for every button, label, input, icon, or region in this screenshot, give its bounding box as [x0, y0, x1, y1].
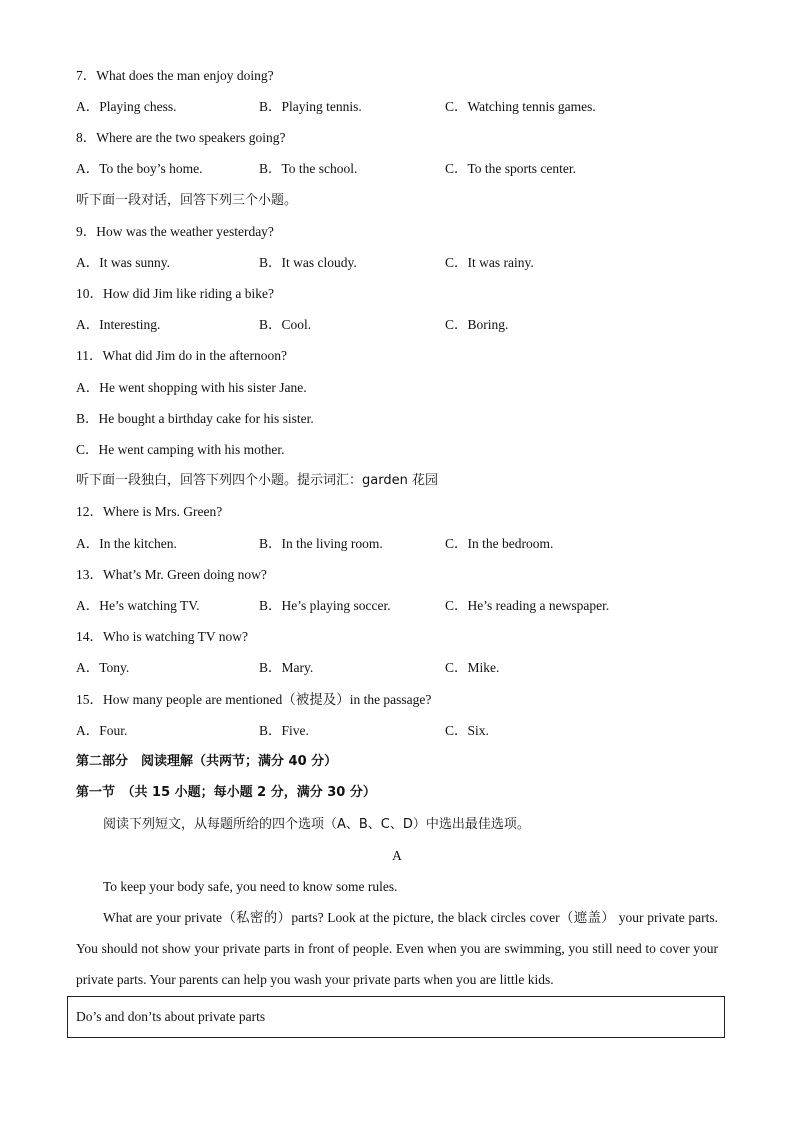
option-c: C．Mike.	[445, 660, 500, 675]
question-13-options	[76, 596, 734, 616]
option-b: B．It was cloudy.	[259, 255, 357, 270]
question-7-options	[76, 97, 734, 117]
option-c: C．In the bedroom.	[445, 536, 554, 551]
option-a: A．Playing chess.	[76, 99, 177, 114]
question-text: 8．Where are the two speakers going?	[76, 130, 286, 145]
passage-paragraph-2: What are your private（私密的）parts? Look at the picture, the black circles cover（遮盖） your private parts. You should not show your private parts in front of people. Even when you are swimming, you still need to cover your private parts. Your parents can help you wash your private parts when you are little kids.	[76, 910, 718, 987]
question-text: 14．Who is watching TV now?	[76, 629, 248, 644]
option-a: A．Four.	[76, 723, 128, 738]
question-text: 9．How was the weather yesterday?	[76, 224, 274, 239]
option-a: A．He’s watching TV.	[76, 598, 200, 613]
question-15	[76, 690, 734, 710]
passage-label: A	[392, 848, 402, 863]
question-12-options	[76, 534, 734, 554]
option-a: A．Interesting.	[76, 317, 161, 332]
reading-instruction: 阅读下列短文，从每题所给的四个选项（A、B、C、D）中选出最佳选项。	[103, 817, 530, 832]
question-text: 7．What does the man enjoy doing?	[76, 68, 274, 83]
option-a: A．It was sunny.	[76, 255, 170, 270]
question-14-options	[76, 658, 734, 678]
question-text: 11．What did Jim do in the afternoon?	[76, 348, 287, 363]
option-b: B．He’s playing soccer.	[259, 598, 391, 613]
dos-and-donts-box	[67, 996, 725, 1038]
option-b: B．To the school.	[259, 161, 358, 176]
option-b: B．Playing tennis.	[259, 99, 362, 114]
question-text: 10．How did Jim like riding a bike?	[76, 286, 274, 301]
option-a: A．To the boy’s home.	[76, 161, 203, 176]
option-c: C．To the sports center.	[445, 161, 577, 176]
question-7	[76, 66, 734, 86]
question-13	[76, 565, 734, 585]
part-two-title: 第二部分 阅读理解（共两节；满分 40 分）	[76, 754, 338, 769]
question-8	[76, 128, 734, 148]
question-10-options	[76, 315, 734, 335]
question-14	[76, 627, 734, 647]
option-c: C．Boring.	[445, 317, 509, 332]
question-8-options	[76, 159, 734, 179]
option-c: C．He’s reading a newspaper.	[445, 598, 610, 613]
option-b: B．In the living room.	[259, 536, 383, 551]
question-11-option-a: A．He went shopping with his sister Jane.	[76, 380, 307, 395]
option-c: C．It was rainy.	[445, 255, 534, 270]
question-9-options	[76, 253, 734, 273]
section-one-title: 第一节 （共 15 小题；每小题 2 分，满分 30 分）	[76, 785, 376, 800]
question-12	[76, 502, 734, 522]
question-11-option-c: C．He went camping with his mother.	[76, 442, 285, 457]
question-text: 12．Where is Mrs. Green?	[76, 504, 223, 519]
option-a: A．In the kitchen.	[76, 536, 177, 551]
question-text: 13．What’s Mr. Green doing now?	[76, 567, 267, 582]
option-c: C．Watching tennis games.	[445, 99, 596, 114]
option-b: B．Five.	[259, 723, 309, 738]
option-b: B．Cool.	[259, 317, 312, 332]
option-b: B．Mary.	[259, 660, 314, 675]
passage-paragraph-1: To keep your body safe, you need to know some rules.	[103, 879, 398, 894]
listening-instruction-2: 听下面一段独白，回答下列四个小题。提示词汇：garden 花园	[76, 473, 438, 488]
option-a: A．Tony.	[76, 660, 130, 675]
box-heading: Do’s and don’ts about private parts	[76, 1009, 266, 1024]
question-10	[76, 284, 734, 304]
question-11	[76, 346, 734, 366]
question-text: 15．How many people are mentioned（被提及）in the passage?	[76, 692, 432, 707]
question-9	[76, 222, 734, 242]
question-15-options	[76, 721, 734, 741]
question-11-option-b: B．He bought a birthday cake for his sister.	[76, 411, 314, 426]
option-c: C．Six.	[445, 723, 489, 738]
listening-instruction-1: 听下面一段对话，回答下列三个小题。	[76, 193, 298, 208]
